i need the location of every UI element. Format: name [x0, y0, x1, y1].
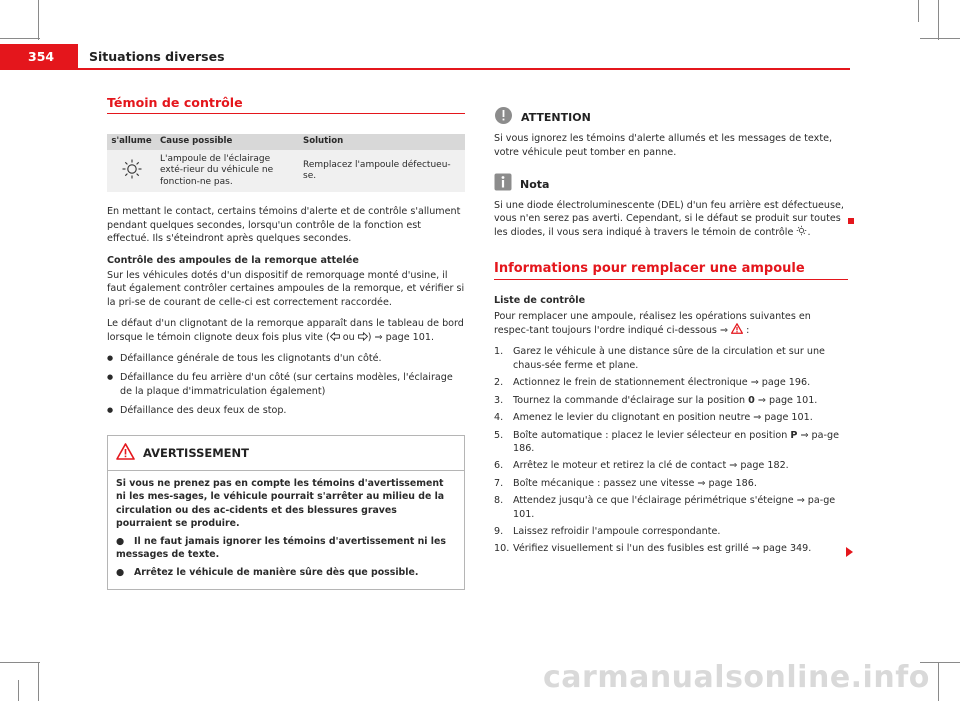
warning-text: Si vous ne prenez pas en compte les témoins d'avertissement ni les mes-sages, le véhicule pourrait s'arrêter au milieu de la circulation ou des ac-cidents et des blessures graves pourraient se produire.	[116, 478, 445, 529]
step-text-bold: 0	[748, 394, 755, 406]
step-number: 4.	[494, 412, 504, 424]
end-of-section-marker	[848, 218, 854, 224]
step-text: Attendez jusqu'à ce que l'éclairage périmétrique s'éteigne ⇒ pa-ge 101.	[513, 495, 836, 520]
checklist-intro	[494, 310, 848, 338]
step-number: 8.	[494, 495, 504, 507]
failure-list	[107, 352, 465, 418]
warning-title: AVERTISSEMENT	[143, 445, 250, 460]
attention-block	[494, 106, 848, 159]
step-text: Laissez refroidir l'ampoule correspondante.	[513, 525, 721, 537]
warning-bullet-text: Arrêtez le véhicule de manière sûre dès que possible.	[133, 567, 419, 579]
step-text-bold: P	[790, 429, 798, 441]
step-text: Amenez le levier du clignotant en position neutre ⇒ page 101.	[513, 412, 813, 424]
column-header: s'allume	[107, 134, 156, 150]
section-rule	[107, 113, 465, 114]
crop-mark	[0, 662, 40, 663]
warning-light-table	[107, 134, 465, 192]
list-item: ● Défaillance générale de tous les clignotants d'un côté.	[107, 352, 465, 365]
nota-block	[494, 173, 848, 240]
list-item	[494, 494, 848, 521]
table-cell-solution: Remplacez l'ampoule défectueu-se.	[299, 150, 465, 193]
crop-mark	[920, 38, 960, 39]
list-item: ● Défaillance du feu arrière d'un côté (sur certains modèles, l'éclairage de la plaque d'immatriculation également)	[107, 371, 465, 398]
warning-bullet: ● Il ne faut jamais ignorer les témoins d'avertissement ni les messages de texte.	[116, 535, 446, 561]
column-header: Cause possible	[156, 134, 299, 150]
warning-bullet-text: Il ne faut jamais ignorer les témoins d'avertissement ni les messages de texte.	[116, 535, 446, 561]
turn-right-arrow-icon	[358, 332, 368, 343]
info-icon	[494, 173, 512, 195]
trailer-paragraph: Sur les véhicules dotés d'un dispositif de remorquage monté d'usine, il faut également contrôler certaines ampoules de la remorque, et vérifier si la pri-se de courant de celle-ci est correctement raccordée.	[107, 270, 465, 308]
section-title: Situations diverses	[89, 49, 225, 64]
crop-mark	[918, 0, 919, 22]
list-item	[494, 542, 848, 555]
nota-text	[494, 199, 848, 240]
step-text: Vérifiez visuellement si l'un des fusibles est grillé ⇒ page 349.	[513, 543, 812, 555]
attention-icon	[494, 106, 513, 129]
step-number: 3.	[494, 394, 504, 406]
step-number: 10.	[494, 543, 510, 555]
crop-mark	[38, 0, 39, 40]
page-number: 354	[0, 44, 78, 69]
right-column	[494, 106, 848, 560]
section-rule	[494, 279, 848, 280]
warning-triangle-icon	[116, 443, 135, 464]
trailer-subheading: Contrôle des ampoules de la remorque attelée	[107, 254, 359, 266]
step-number: 9.	[494, 525, 504, 537]
step-text: Actionnez le frein de stationnement électronique ⇒ page 196.	[513, 377, 811, 389]
blink-text-end: ) ⇒ page 101.	[367, 331, 435, 343]
list-item	[494, 376, 848, 389]
blink-paragraph	[107, 317, 465, 344]
step-text: Boîte mécanique : passez une vitesse ⇒ page 186.	[513, 477, 757, 489]
step-text: Arrêtez le moteur et retirez la clé de contact ⇒ page 182.	[513, 460, 789, 472]
step-text: Garez le véhicule à une distance sûre de la circulation et sur une chaus-sée ferme et plane.	[513, 346, 825, 371]
step-number: 5.	[494, 429, 504, 441]
lamp-warning-icon	[121, 173, 143, 183]
warning-header	[108, 436, 464, 471]
step-number: 6.	[494, 460, 504, 472]
table-cell-icon	[107, 150, 156, 193]
section-heading-warning-light: Témoin de contrôle	[107, 95, 243, 110]
blink-or: ou	[339, 331, 358, 343]
step-text: ⇒ page 101.	[754, 394, 818, 406]
checklist-steps	[494, 345, 848, 555]
column-header: Solution	[299, 134, 465, 150]
turn-left-arrow-icon	[330, 332, 340, 343]
table-cell-cause: L'ampoule de l'éclairage exté-rieur du véhicule ne fonction-ne pas.	[156, 150, 299, 193]
step-number: 2.	[494, 377, 504, 389]
list-item	[494, 345, 848, 372]
list-item	[494, 459, 848, 472]
step-text: ⇒ pa-ge 186.	[513, 429, 839, 454]
nota-header	[494, 173, 848, 195]
list-item	[494, 411, 848, 424]
list-item	[494, 477, 848, 490]
blink-text: Le défaut d'un clignotant de la remorque apparaît dans le tableau de bord lorsque le témoin clignote deux fois plus vite (	[107, 318, 464, 343]
attention-title: ATTENTION	[521, 111, 591, 124]
list-item	[494, 394, 848, 407]
warning-box	[107, 435, 465, 590]
attention-text: Si vous ignorez les témoins d'alerte allumés et les messages de texte, votre véhicule peut tomber en panne.	[494, 133, 833, 158]
checklist-intro-text: Pour remplacer une ampoule, réalisez les opérations suivantes en respec-tant toujours l'ordre indiqué ci-dessous ⇒	[494, 310, 811, 337]
step-number: 7.	[494, 477, 504, 489]
crop-mark	[18, 680, 19, 701]
crop-mark	[938, 0, 939, 40]
watermark: carmanualsonline.info	[543, 660, 930, 695]
page-header	[0, 44, 960, 70]
table-row	[107, 150, 465, 193]
warning-body	[108, 471, 464, 588]
crop-mark	[0, 38, 40, 39]
warning-triangle-icon	[731, 325, 743, 336]
warning-bullet: ● Arrêtez le véhicule de manière sûre dès que possible.	[116, 567, 419, 579]
section-heading-replace-bulb: Informations pour remplacer une ampoule	[494, 260, 805, 276]
left-column	[107, 96, 465, 590]
list-item	[494, 525, 848, 538]
attention-header	[494, 106, 848, 129]
nota-text-end: .	[807, 227, 811, 239]
list-item	[494, 429, 848, 456]
table-header-row	[107, 134, 465, 150]
checklist-heading: Liste de contrôle	[494, 295, 586, 307]
step-text: Tournez la commande d'éclairage sur la position	[513, 394, 749, 406]
crop-mark	[38, 662, 39, 701]
nota-text-body: Si une diode électroluminescente (DEL) d'un feu arrière est défectueuse, vous n'en serez pas averti. Cependant, si le défaut se produit sur toutes les diodes, il vous sera indiqué à travers le témoin de contrôle	[494, 199, 844, 239]
nota-title: Nota	[520, 177, 550, 191]
header-rule	[0, 68, 850, 70]
checklist-intro-end: :	[743, 325, 750, 337]
step-number: 1.	[494, 346, 504, 358]
lamp-warning-icon	[796, 227, 807, 238]
continue-arrow-icon	[846, 547, 853, 557]
list-item: ● Défaillance des deux feux de stop.	[107, 404, 465, 417]
intro-paragraph: En mettant le contact, certains témoins d'alerte et de contrôle s'allument pendant quelques secondes, lorsqu'un contrôle de la fonction est effectué. Ils s'éteindront après quelques secondes.	[107, 206, 461, 245]
step-text: Boîte automatique : placez le levier sélecteur en position	[513, 429, 791, 441]
crop-mark	[938, 662, 939, 701]
